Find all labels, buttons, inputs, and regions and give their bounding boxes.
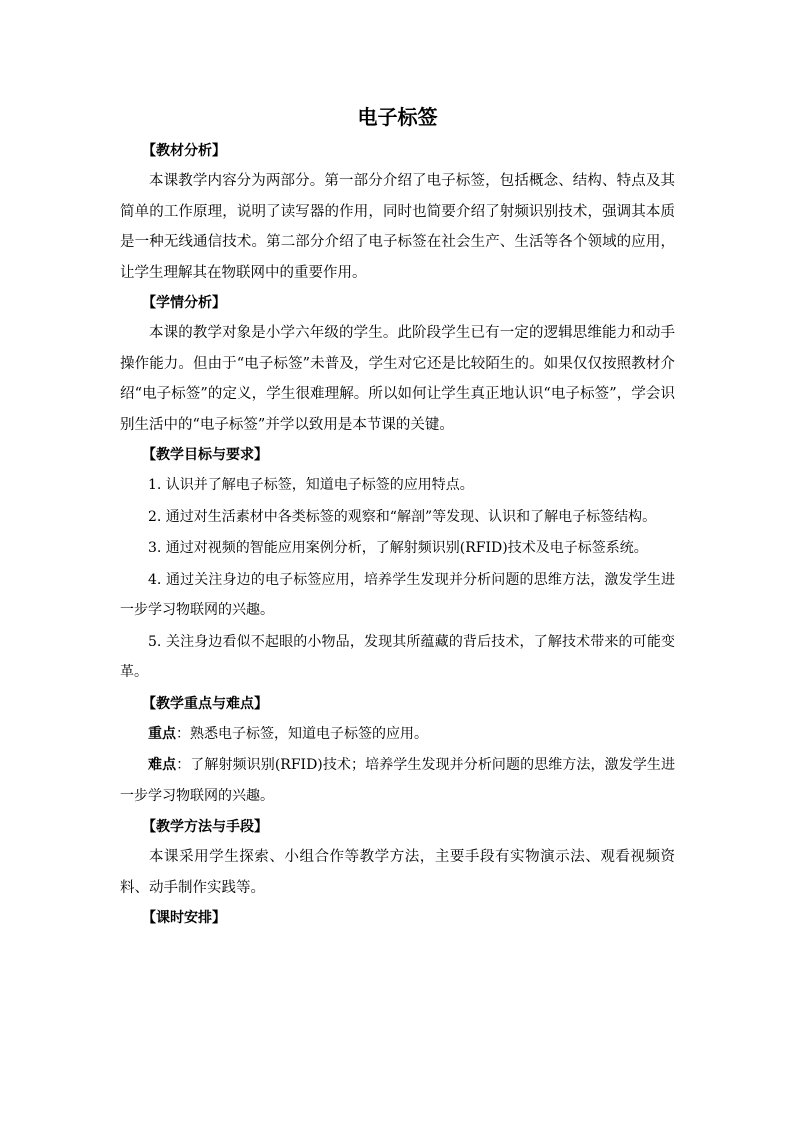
goal-item: 3. 通过对视频的智能应用案例分析，了解射频识别(RFID)技术及电子标签系统。: [148, 540, 648, 556]
section-heading-methods: 【教学方法与手段】: [142, 819, 268, 835]
difficult-point-text: ：了解射频识别(RFID)技术；培养学生发现并分析问题的思维方法，激发学生进一步学习物联网的兴趣。: [120, 757, 676, 804]
key-point-paragraph: [120, 719, 675, 750]
goal-item: 1. 认识并了解电子标签，知道电子标签的应用特点。: [148, 477, 474, 493]
student-analysis-paragraph: 本课的教学对象是小学六年级的学生。此阶段学生已有一定的逻辑思维能力和动手操作能力。但由于“电子标签”未普及，学生对它还是比较陌生的。如果仅仅按照教材介绍“电子标签”的定义，学生很难理解。所以如何让学生真正地认识“电子标签”，学会识别生活中的“电子标签”并学以致用是本节课的关键。: [120, 325, 675, 433]
document-page: [120, 100, 675, 933]
section-heading-schedule: 【课时安排】: [142, 910, 226, 926]
goal-item: 2. 通过对生活素材中各类标签的观察和“解剖”等发现、认识和了解电子标签结构。: [148, 508, 657, 525]
difficult-point-label: 难点: [148, 757, 177, 773]
goal-item: 4. 通过关注身边的电子标签应用，培养学生发现并分析问题的思维方法，激发学生进一步学习物联网的兴趣。: [120, 571, 675, 618]
section-heading-keypoints: 【教学重点与难点】: [142, 695, 268, 712]
key-point-label: 重点: [148, 725, 176, 742]
methods-paragraph: 本课采用学生探索、小组合作等教学方法，主要手段有实物演示法、观看视频资料、动手制作实践等。: [120, 849, 675, 896]
goal-item: 5. 关注身边看似不起眼的小物品，发现其所蕴藏的背后技术，了解技术带来的可能变革。: [120, 633, 675, 680]
section-heading-goals: 【教学目标与要求】: [142, 447, 268, 463]
section-heading-students: 【学情分析】: [142, 295, 226, 311]
key-point-text: ：熟悉电子标签，知道电子标签的应用。: [176, 725, 428, 742]
difficult-point-paragraph: [120, 750, 675, 811]
document-title: 电子标签: [357, 105, 438, 129]
textbook-analysis-paragraph: 本课教学内容分为两部分。第一部分介绍了电子标签，包括概念、结构、特点及其简单的工作原理，说明了读写器的作用，同时也简要介绍了射频识别技术，强调其本质是一种无线通信技术。第二部分介绍了电子标签在社会生产、生活等各个领域的应用，让学生理解其在物联网中的重要作用。: [120, 173, 675, 281]
section-heading-textbook: 【教材分析】: [142, 143, 226, 159]
